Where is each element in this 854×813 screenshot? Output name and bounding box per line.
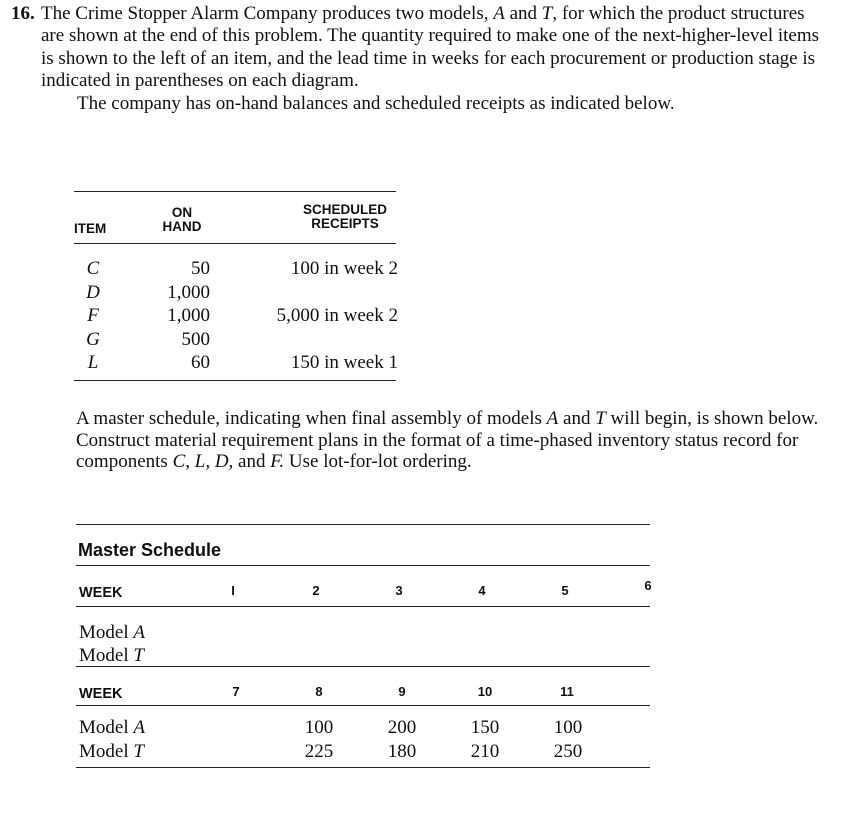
week-number: I xyxy=(231,583,235,598)
problem-number: 16. xyxy=(11,3,35,24)
on-hand-column xyxy=(140,257,210,375)
problem-paragraph-2: The company has on-hand balances and scheduled receipts as indicated below. xyxy=(77,92,675,114)
table-top-rule xyxy=(74,191,396,192)
on-hand-cell: 50 xyxy=(191,258,210,279)
header-on-hand: ON HAND xyxy=(162,205,202,234)
ms-week-rule xyxy=(76,606,650,607)
model-a-qty: 200 xyxy=(387,717,417,738)
scheduled-receipt-cell xyxy=(242,328,398,352)
week-number: 11 xyxy=(560,684,574,699)
on-hand-cell: 500 xyxy=(181,328,210,350)
table-bottom-rule xyxy=(74,380,396,381)
scheduled-receipt-cell: 100 in week 2 xyxy=(290,258,398,279)
ms-section-rule xyxy=(76,666,650,667)
week-number: 6 xyxy=(644,578,652,593)
model-t-label: Model T xyxy=(79,741,144,762)
header-scheduled-receipts: SCHEDULED RECEIPTS xyxy=(302,202,387,231)
week-number: 10 xyxy=(477,684,493,699)
week-label: WEEK xyxy=(79,686,123,702)
model-a-qty: 150 xyxy=(470,717,500,738)
item-cell: G xyxy=(86,328,100,350)
week-number: 8 xyxy=(315,684,323,699)
item-cell: D xyxy=(86,281,100,303)
scheduled-receipt-cell xyxy=(242,281,398,305)
problem-statement xyxy=(11,3,831,115)
master-schedule-paragraph: A master schedule, indicating when final assembly of models A and T will begin, is shown below. Construct material requirement plans in the format of a time-phased inventory status record for components C, L, D, and F. Use lot-for-lot ordering. xyxy=(76,408,819,473)
model-t-label: Model T xyxy=(79,645,144,666)
week-number: 9 xyxy=(398,684,406,699)
item-column xyxy=(82,257,104,375)
model-t-qty: 180 xyxy=(387,741,417,762)
model-a-qty: 100 xyxy=(553,717,583,738)
table-header-rule xyxy=(74,243,396,244)
item-cell: L xyxy=(87,352,99,373)
master-schedule-title: Master Schedule xyxy=(78,540,222,560)
week-number: 7 xyxy=(232,684,240,699)
on-hand-cell: 1,000 xyxy=(167,305,210,326)
model-t-qty: 225 xyxy=(304,741,334,762)
week-number: 2 xyxy=(312,583,320,598)
scheduled-receipt-cell: 150 in week 1 xyxy=(290,352,398,373)
model-a-label: Model A xyxy=(79,717,145,738)
model-t-qty: 210 xyxy=(470,741,500,762)
model-a-label: Model A xyxy=(79,622,145,643)
problem-paragraph-1: The Crime Stopper Alarm Company produces two models, A and T, for which the product structures are shown at the end of this problem. The quantity required to make one of the next-higher-level items is shown to the left of an item, and the lead time in weeks for each procurement or production stage is indicated in parentheses on each diagram. xyxy=(41,3,820,92)
model-t-qty: 250 xyxy=(553,741,583,762)
scheduled-receipt-cell: 5,000 in week 2 xyxy=(276,305,398,326)
item-cell: F xyxy=(87,305,99,326)
week-number: 5 xyxy=(561,583,569,598)
week-label: WEEK xyxy=(79,585,123,601)
ms-title-rule xyxy=(76,565,650,566)
week-number: 4 xyxy=(478,583,486,598)
on-hand-cell: 1,000 xyxy=(167,281,210,303)
header-item: ITEM xyxy=(74,221,107,236)
model-a-qty: 100 xyxy=(304,717,334,738)
ms-week-rule-2 xyxy=(76,705,650,706)
scheduled-receipts-column xyxy=(242,257,398,375)
item-cell: C xyxy=(86,258,100,279)
ms-top-rule xyxy=(76,524,650,525)
week-number: 3 xyxy=(395,583,403,598)
ms-bottom-rule xyxy=(76,767,650,768)
on-hand-cell: 60 xyxy=(191,352,210,373)
